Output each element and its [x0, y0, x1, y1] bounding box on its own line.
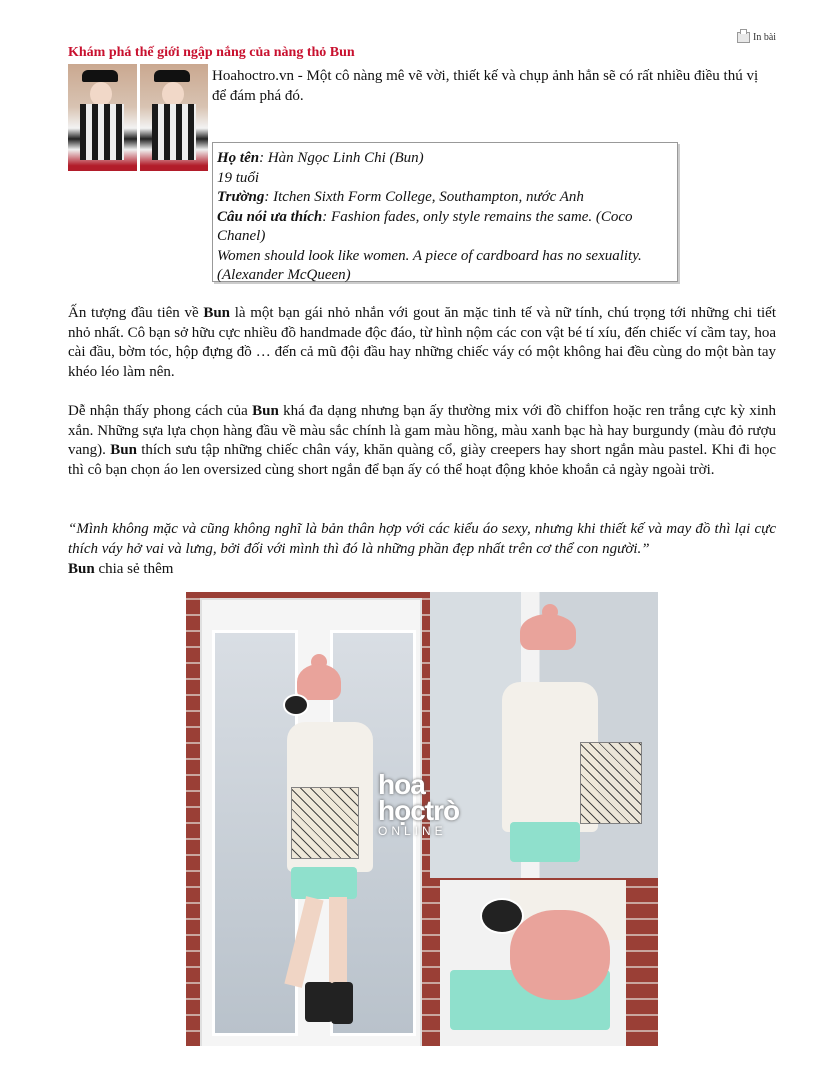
school-label: Trường: [217, 189, 265, 205]
model-figure: [281, 652, 401, 1032]
article-title[interactable]: Khám phá thế giới ngập nắng của nàng thỏ Bun: [68, 45, 355, 60]
age-value: 19 tuổi: [217, 169, 260, 186]
quote-value: : Fashion fades, only style remains the same. (Coco Chanel): [217, 208, 633, 244]
paragraph-2: Dễ nhận thấy phong cách của Bun khá đa dạng nhưng bạn ấy thường mix với đồ chiffon hoặc ren trắng cực kỳ xinh xắn. Những sựa lựa chọn hàng đầu về màu sắc chính là gam màu hồng, màu xanh bạc hà hay burgundy (màu đỏ rượu vang). Bun thích sưu tập những chiếc chân váy, khăn quàng cổ, giày creepers hay short ngắn màu pastel. Khi đi học thì cô bạn chọn áo len oversized cùng short ngắn để bạn ấy có thể hoạt động khỏe khoắn cả ngày ngoài trời.: [68, 403, 777, 478]
printer-icon: [737, 32, 750, 43]
quote-2: Women should look like women. A piece of cardboard has no sexuality. (Alexander McQueen): [217, 247, 642, 283]
school-value: : Itchen Sixth Form College, Southampton, nước Anh: [264, 189, 584, 205]
name-bold: Bun: [252, 403, 279, 419]
article-intro: Hoahoctro.vn - Một cô nàng mê vẽ vời, thiết kế và chụp ảnh hẳn sẽ có rất nhiều điều thú vị để đám phá đó.: [212, 68, 759, 104]
print-label: In bài: [753, 32, 777, 43]
name-value: : Hàn Ngọc Linh Chi (Bun): [259, 150, 424, 166]
article-photo: [186, 592, 658, 1046]
quote-paragraph: “Mình không mặc và cũng không nghĩ là bản thân hợp với các kiểu áo sexy, nhưng khi thiết kế và may đồ thì lại cực thích váy hở vai và lưng, bởi đối với mình thì đó là những phần đẹp nhất trên cơ thể con người.”: [68, 521, 776, 557]
thumbnail-image: [68, 64, 208, 171]
watermark-logo: hoa họctrò ONLINE: [378, 769, 460, 838]
photo-panel-bottom: [440, 880, 626, 1046]
photo-panel-right: [430, 592, 658, 878]
profile-box: [212, 142, 678, 282]
name-label: Họ tên: [217, 150, 260, 166]
paragraph-4: Bun chia sẻ thêm: [68, 561, 174, 577]
name-bold: Bun: [68, 561, 95, 577]
name-bold: Bun: [203, 305, 231, 321]
print-link[interactable]: [737, 32, 776, 43]
quote-label: Câu nói ưa thích: [217, 208, 323, 225]
name-bold: Bun: [110, 442, 137, 458]
paragraph-1: Ấn tượng đầu tiên về Bun là một bạn gái nhỏ nhắn với gout ăn mặc tinh tế và nữ tính, chú trọng tới những chi tiết nhỏ nhất. Cô bạn sở hữu cực nhiều đồ handmade độc đáo, từ hình nộm các con vật bé tí xíu, đến chiếc ví cầm tay, hoa cài đầu, bờm tóc, hộp đựng đồ … đến cả mũ đội đầu hay những chiếc váy có một không hai đều cùng do một bàn tay khéo léo làm nên.: [68, 305, 776, 380]
